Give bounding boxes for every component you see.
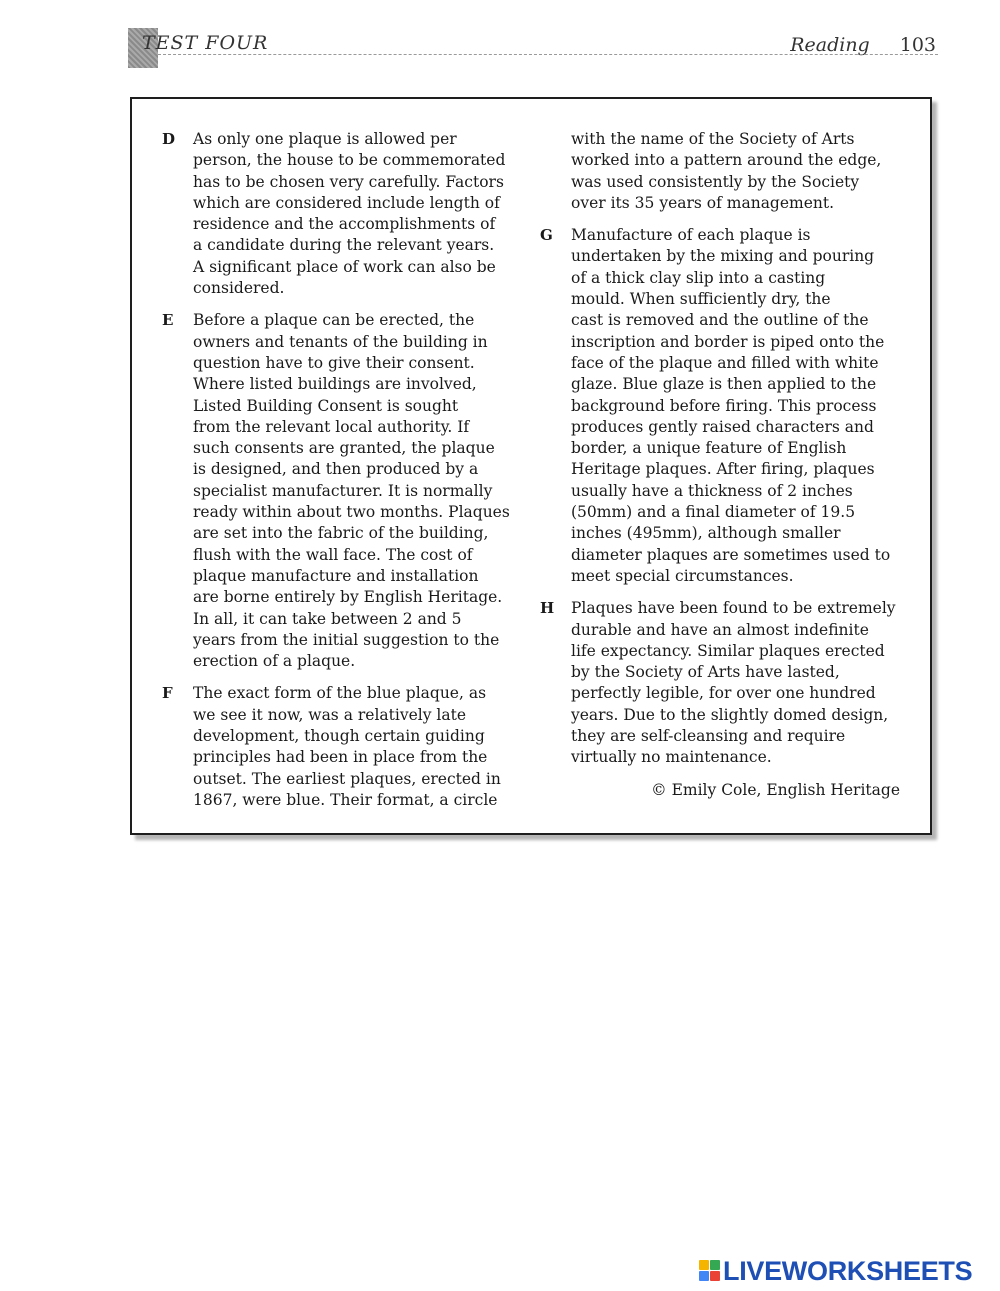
paragraph-f-continuation: with the name of the Society of Arts worked into a pattern around the edge, was used consistently by the Society over its 35 years of management. [571, 130, 882, 212]
paragraph-d [162, 129, 518, 299]
paragraph-text: As only one plaque is allowed per person, the house to be commemorated has to be chosen very carefully. Factors which are considered include length of residence and the accomplishments of a candidate during the relevant years. A significant place of work can also be considered. [193, 130, 506, 298]
header-section-page [790, 34, 936, 56]
reading-passage-box [130, 97, 932, 835]
paragraph-letter: D [162, 130, 176, 148]
paragraph-text: Before a plaque can be erected, the owners and tenants of the building in question have to give their consent. Where listed buildings are involved, Listed Building Consent is sought from the relevant local authority. If such consents are granted, the plaque is designed, and then produced by a specialist manufacturer. It is normally ready within about two months. Plaques are set into the fabric of the building, flush with the wall face. The cost of plaque manufacture and installation are borne entirely by English Heritage. In all, it can take between 2 and 5 years from the initial suggestion to the erection of a plaque. [193, 311, 510, 671]
paragraph-text: Plaques have been found to be extremely durable and have an almost indefinite life expectancy. Similar plaques erected by the Society of Arts have lasted, perfectly legible, for over one hundred years. Due to the slightly domed design, they are self-cleansing and require virtually no maintenance. [571, 599, 896, 767]
right-column [540, 129, 902, 801]
logo-squares-icon [699, 1260, 721, 1282]
watermark-text: LIVEWORKSHEETS [723, 1256, 973, 1286]
left-column [162, 129, 518, 822]
paragraph-text: The exact form of the blue plaque, as we see it now, was a relatively late development, though certain guiding principles had been in place from the outset. The earliest plaques, erected in 1867, were blue. Their format, a circle [193, 684, 501, 809]
paragraph-f [162, 683, 518, 811]
paragraph-letter: G [540, 226, 553, 245]
paragraph-h [540, 598, 902, 768]
paragraph-letter: E [162, 311, 174, 330]
paragraph-letter: F [162, 684, 173, 703]
header-title: TEST FOUR [142, 32, 269, 54]
page-number: 103 [899, 34, 936, 56]
paragraph-g [540, 225, 902, 587]
header-section: Reading [790, 34, 870, 56]
paragraph-text: Manufacture of each plaque is undertaken by the mixing and pouring of a thick clay slip into a casting mould. When sufficiently dry, the cast is removed and the outline of the inscription and border is piped onto the face of the plaque and filled with white glaze. Blue glaze is then applied to the background before firing. This process produces gently raised characters and border, a unique feature of English Heritage plaques. After firing, plaques usually have a thickness of 2 inches (50mm) and a final diameter of 19.5 inches (495mm), although smaller diameter plaques are sometimes used to meet special circumstances. [571, 226, 891, 585]
copyright-credit: © Emily Cole, English Heritage [651, 780, 900, 799]
page-header [128, 28, 938, 68]
header-rule [158, 54, 938, 55]
paragraph-e [162, 310, 518, 672]
paragraph-letter: H [540, 599, 555, 618]
